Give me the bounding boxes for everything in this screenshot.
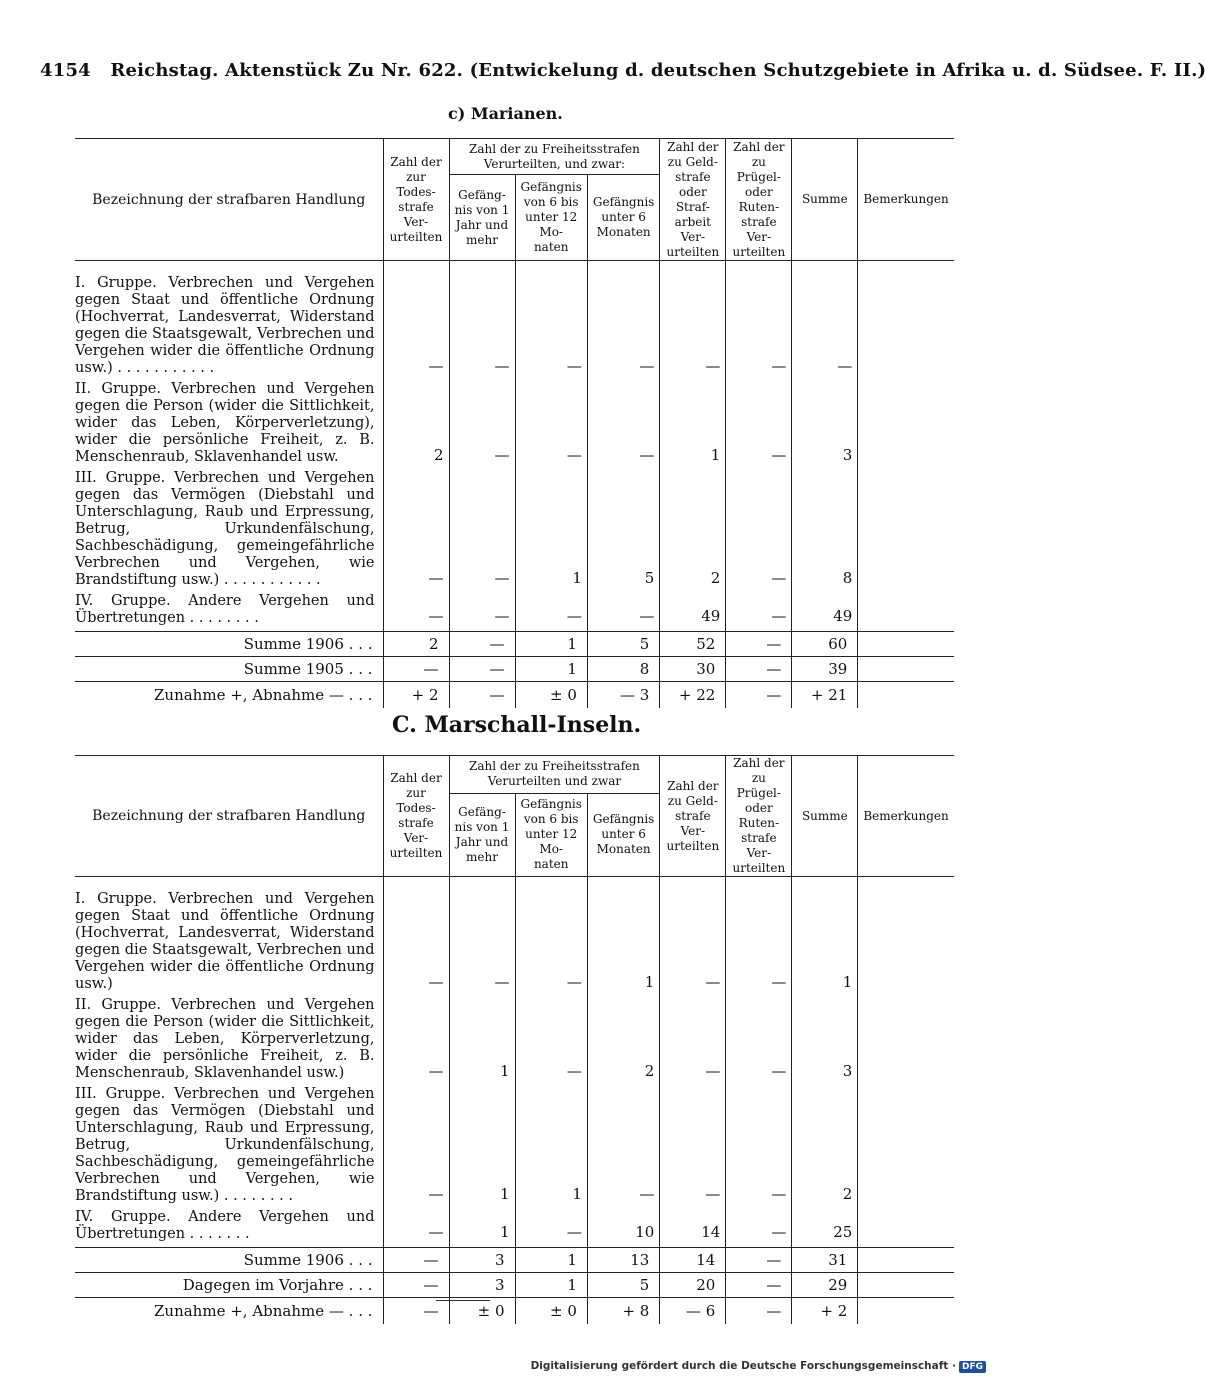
table-cell: 10 xyxy=(587,1209,659,1248)
header-under6: Gefängnis unter 6 Monaten xyxy=(587,175,659,261)
sum-row xyxy=(75,632,954,657)
table-cell: 49 xyxy=(660,593,726,632)
header-over1y: Gefäng- nis von 1 Jahr und mehr xyxy=(449,175,515,261)
table-cell xyxy=(858,682,954,709)
section-title-marianen: c) Marianen. xyxy=(448,104,563,123)
table-cell: + 2 xyxy=(383,682,449,709)
table-cell: ± 0 xyxy=(515,682,587,709)
table-row xyxy=(75,470,954,593)
table-cell: — xyxy=(383,1273,449,1298)
table-marianen xyxy=(75,138,954,708)
table-cell: — xyxy=(726,1248,792,1273)
table-cell: 1 xyxy=(515,1086,587,1209)
table-cell: — xyxy=(726,632,792,657)
row-description: III. Gruppe. Verbrechen und Vergehen gegen das Vermögen (Diebstahl und Unterschlagung, Raub und Erpressung, Betrug, Urkundenfälschung, Sachbeschädigung, gemeingefährliche Verbrechen und Vergehen, wie Brandstiftung usw.) . . . . . . . . xyxy=(75,1086,375,1204)
row-label: Zunahme +, Abnahme — . . . xyxy=(75,682,383,709)
table-cell: — xyxy=(449,261,515,382)
table-cell xyxy=(858,593,954,632)
header-fine: Zahl der zu Geld- strafe oder Straf- arbeit Ver- urteilten xyxy=(660,139,726,261)
table-cell: 1 xyxy=(515,470,587,593)
table-row xyxy=(75,997,954,1086)
header-death: Zahl der zur Todes- strafe Ver- urteilten xyxy=(383,139,449,261)
table-cell: — xyxy=(726,1086,792,1209)
table-cell: — xyxy=(587,261,659,382)
table-cell: 1 xyxy=(792,877,858,998)
table-cell: 39 xyxy=(792,657,858,682)
table-cell: — xyxy=(383,1086,449,1209)
row-label: Summe 1905 . . . xyxy=(75,657,383,682)
table-cell: — xyxy=(383,877,449,998)
table-cell: 1 xyxy=(449,1086,515,1209)
table-cell: — xyxy=(383,1298,449,1325)
table-cell: — xyxy=(587,381,659,470)
table-cell: 60 xyxy=(792,632,858,657)
header-desc: Bezeichnung der strafbaren Handlung xyxy=(75,139,383,261)
table-cell: + 22 xyxy=(660,682,726,709)
sum-row xyxy=(75,1273,954,1298)
table-cell xyxy=(858,657,954,682)
page-header xyxy=(40,60,1206,81)
table-cell xyxy=(858,1298,954,1325)
table-cell: 1 xyxy=(515,657,587,682)
table-cell: — xyxy=(383,657,449,682)
table-cell: — xyxy=(383,1209,449,1248)
row-label: Summe 1906 . . . xyxy=(75,1248,383,1273)
table-cell: 1 xyxy=(515,632,587,657)
table-cell xyxy=(858,1273,954,1298)
table-cell: 1 xyxy=(449,1209,515,1248)
table-cell: 31 xyxy=(792,1248,858,1273)
table-cell: + 2 xyxy=(792,1298,858,1325)
header-desc: Bezeichnung der strafbaren Handlung xyxy=(75,756,383,877)
table-cell: — xyxy=(726,682,792,709)
table-cell: — xyxy=(726,997,792,1086)
table-cell: — 6 xyxy=(660,1298,726,1325)
row-description: IV. Gruppe. Andere Vergehen und Übertretungen . . . . . . . . xyxy=(75,593,375,626)
sum-row xyxy=(75,1248,954,1273)
table-cell: 14 xyxy=(660,1209,726,1248)
table-cell: + 21 xyxy=(792,682,858,709)
table-cell: — xyxy=(449,632,515,657)
header-over1y: Gefäng- nis von 1 Jahr und mehr xyxy=(449,793,515,876)
table-row xyxy=(75,593,954,632)
footer xyxy=(531,1360,986,1373)
sum-row xyxy=(75,657,954,682)
row-description: II. Gruppe. Verbrechen und Vergehen gegen die Person (wider die Sittlichkeit, wider das Leben, Körperverletzung, wider die persönliche Freiheit, z. B. Menschenraub, Sklavenhandel usw.) xyxy=(75,997,375,1081)
table-cell: 1 xyxy=(515,1248,587,1273)
table-cell: 1 xyxy=(660,381,726,470)
table-cell: — xyxy=(449,470,515,593)
table-cell: — xyxy=(660,261,726,382)
table-cell xyxy=(858,381,954,470)
table-cell: 1 xyxy=(449,997,515,1086)
table-cell xyxy=(858,261,954,382)
header-under6: Gefängnis unter 6 Monaten xyxy=(587,793,659,876)
table-cell: — xyxy=(449,381,515,470)
table-cell: — xyxy=(383,593,449,632)
table-cell xyxy=(858,1086,954,1209)
table-cell: — xyxy=(449,657,515,682)
table-cell xyxy=(858,1209,954,1248)
table-cell: — xyxy=(515,997,587,1086)
section-title-marshall: C. Marschall-Inseln. xyxy=(392,712,642,738)
table-cell: 2 xyxy=(383,632,449,657)
change-row xyxy=(75,1298,954,1325)
table-cell: — xyxy=(449,682,515,709)
table-cell: 5 xyxy=(587,1273,659,1298)
table-cell: — xyxy=(726,1298,792,1325)
table-cell: — xyxy=(449,593,515,632)
table-row xyxy=(75,261,954,382)
table-cell xyxy=(858,1248,954,1273)
row-label: Summe 1906 . . . xyxy=(75,632,383,657)
table-cell: 3 xyxy=(792,997,858,1086)
table-cell: 49 xyxy=(792,593,858,632)
table-cell: 20 xyxy=(660,1273,726,1298)
table-cell: — 3 xyxy=(587,682,659,709)
end-rule xyxy=(436,1300,490,1301)
table-cell: 2 xyxy=(383,381,449,470)
table-cell: — xyxy=(726,657,792,682)
page-header-title: Reichstag. Aktenstück Zu Nr. 622. (Entwickelung d. deutschen Schutzgebiete in Afrika u. d. Südsee. F. II.) xyxy=(110,60,1206,81)
table-cell: 3 xyxy=(449,1248,515,1273)
table-cell: — xyxy=(660,997,726,1086)
table-row xyxy=(75,1209,954,1248)
table-cell xyxy=(858,470,954,593)
footer-text: Digitalisierung gefördert durch die Deutsche Forschungsgemeinschaft · xyxy=(530,1360,956,1372)
table-cell: 2 xyxy=(587,997,659,1086)
header-remarks: Bemerkungen xyxy=(858,756,954,877)
table-cell: 3 xyxy=(449,1273,515,1298)
table-row xyxy=(75,381,954,470)
table-cell: — xyxy=(726,470,792,593)
table-cell: — xyxy=(449,877,515,998)
row-label: Zunahme +, Abnahme — . . . xyxy=(75,1298,383,1325)
table-cell: — xyxy=(660,1086,726,1209)
dfg-logo: DFG xyxy=(959,1361,986,1373)
header-flog: Zahl der zu Prügel- oder Ruten- strafe Ver- urteilten xyxy=(726,139,792,261)
row-description: I. Gruppe. Verbrechen und Vergehen gegen Staat und öffentliche Ordnung (Hochverrat, Landesverrat, Widerstand gegen die Staatsgewalt, Verbrechen und Vergehen wider die öffentliche Ordnung usw.) xyxy=(75,891,375,992)
table-cell: 3 xyxy=(792,381,858,470)
table-cell: — xyxy=(515,877,587,998)
header-fine: Zahl der zu Geld- strafe Ver- urteilten xyxy=(660,756,726,877)
table-cell: 25 xyxy=(792,1209,858,1248)
header-6to12: Gefängnis von 6 bis unter 12 Mo- naten xyxy=(515,175,587,261)
table-cell: 1 xyxy=(515,1273,587,1298)
table-cell: 13 xyxy=(587,1248,659,1273)
table-row xyxy=(75,1086,954,1209)
table-cell: — xyxy=(383,1248,449,1273)
table-cell: 14 xyxy=(660,1248,726,1273)
table-cell: — xyxy=(726,1209,792,1248)
table-cell: — xyxy=(515,1209,587,1248)
header-free-group: Zahl der zu Freiheitsstrafen Verurteilten, und zwar: xyxy=(449,139,660,175)
table-cell: — xyxy=(383,470,449,593)
table-cell: ± 0 xyxy=(515,1298,587,1325)
table-cell: 8 xyxy=(792,470,858,593)
row-description: II. Gruppe. Verbrechen und Vergehen gegen die Person (wider die Sittlichkeit, wider das Leben, Körperverletzung), wider die persönliche Freiheit, z. B. Menschenraub, Sklavenhandel usw. xyxy=(75,381,375,465)
header-remarks: Bemerkungen xyxy=(858,139,954,261)
table-cell: — xyxy=(726,1273,792,1298)
table-marshall xyxy=(75,755,954,1324)
table-row xyxy=(75,877,954,998)
header-6to12: Gefängnis von 6 bis unter 12 Mo- naten xyxy=(515,793,587,876)
table-cell: 1 xyxy=(587,877,659,998)
table-cell: 2 xyxy=(660,470,726,593)
page-number: 4154 xyxy=(40,60,91,81)
header-sum: Summe xyxy=(792,139,858,261)
table-cell: — xyxy=(726,593,792,632)
table-cell: — xyxy=(726,877,792,998)
table-cell: — xyxy=(792,261,858,382)
table-cell: 30 xyxy=(660,657,726,682)
table-cell: 5 xyxy=(587,470,659,593)
table-cell xyxy=(858,877,954,998)
row-description: IV. Gruppe. Andere Vergehen und Übertretungen . . . . . . . xyxy=(75,1209,375,1242)
table-cell: 8 xyxy=(587,657,659,682)
table-cell: — xyxy=(515,593,587,632)
row-description: III. Gruppe. Verbrechen und Vergehen gegen das Vermögen (Diebstahl und Unterschlagung, Raub und Erpressung, Betrug, Urkundenfälschung, Sachbeschädigung, gemeingefährliche Verbrechen und Vergehen, wie Brandstiftung usw.) . . . . . . . . . . . xyxy=(75,470,375,588)
table-cell: 5 xyxy=(587,632,659,657)
table-cell: — xyxy=(660,877,726,998)
table-cell: + 8 xyxy=(587,1298,659,1325)
header-free-group: Zahl der zu Freiheitsstrafen Verurteilten und zwar xyxy=(449,756,660,794)
table-cell: 52 xyxy=(660,632,726,657)
table-cell: 2 xyxy=(792,1086,858,1209)
table-cell: — xyxy=(726,381,792,470)
table-cell: — xyxy=(383,997,449,1086)
header-death: Zahl der zur Todes- strafe Ver- urteilten xyxy=(383,756,449,877)
table-cell: — xyxy=(515,261,587,382)
row-label: Dagegen im Vorjahre . . . xyxy=(75,1273,383,1298)
row-description: I. Gruppe. Verbrechen und Vergehen gegen Staat und öffentliche Ordnung (Hochverrat, Landesverrat, Widerstand gegen die Staatsgewalt, Verbrechen und Vergehen wider die öffentliche Ordnung usw.) . . . . . . . . . . . xyxy=(75,275,375,376)
header-sum: Summe xyxy=(792,756,858,877)
table-cell: — xyxy=(587,1086,659,1209)
table-cell xyxy=(858,632,954,657)
table-cell: — xyxy=(726,261,792,382)
change-row xyxy=(75,682,954,709)
table-cell: — xyxy=(515,381,587,470)
table-cell: ± 0 xyxy=(449,1298,515,1325)
table-cell: 29 xyxy=(792,1273,858,1298)
header-flog: Zahl der zu Prügel- oder Ruten- strafe Ver- urteilten xyxy=(726,756,792,877)
table-cell xyxy=(858,997,954,1086)
table-cell: — xyxy=(587,593,659,632)
table-cell: — xyxy=(383,261,449,382)
